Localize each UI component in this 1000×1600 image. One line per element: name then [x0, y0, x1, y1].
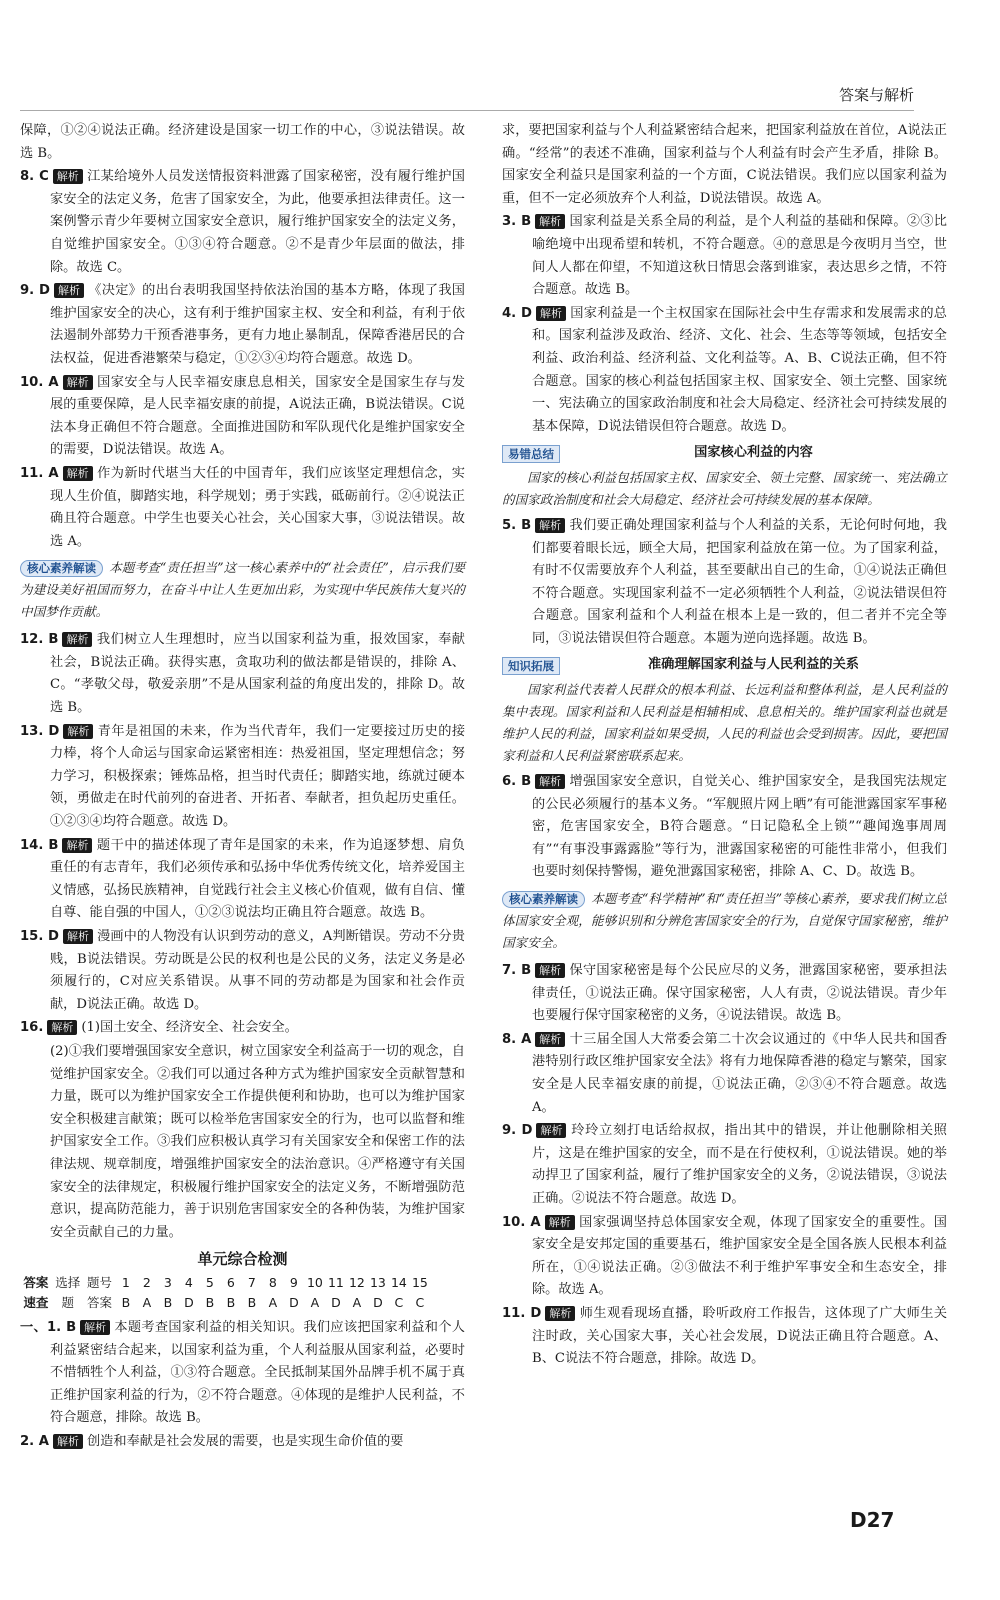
box-label: 知识拓展 [502, 657, 560, 675]
analysis-tag: 解析 [535, 774, 565, 789]
answer-cell: A [142, 1294, 152, 1310]
answer-number-row [115, 1275, 430, 1290]
question-item [20, 629, 465, 719]
question-text: 江某给境外人员发送情报资料泄露了国家秘密，没有履行维护国家安全的法定义务，危害了国家安全，为此，他要承担法律责任。这一案例警示青少年要树立国家安全意识，履行维护国家安全的法定义务，自觉维护国家安全。①③④符合题意。②不是青少年层面的做法，排除。故选 C。 [50, 169, 465, 275]
analysis-tag: 解析 [536, 1123, 566, 1138]
analysis-tag: 解析 [62, 838, 92, 853]
question-item [20, 721, 465, 834]
right-column [502, 120, 947, 1372]
question-item [502, 771, 947, 884]
question-text: 增强国家安全意识，自觉关心、维护国家安全，是我国宪法规定的公民必须履行的基本义务。“军舰照片网上晒”有可能泄露国家军事秘密，危害国家安全，B符合题意。“日记隐私全上锁”“趣闻逸事周周有”“有事没事露露脸”等行为，泄露国家秘密的可能性非常小，但我们也要时刻保持警惕，避免泄露国家秘密，排除 A、C、D。故选 B。 [532, 774, 947, 880]
question-text: 国家利益是关系全局的利益，是个人利益的基础和保障。②③比喻绝境中出现希望和转机，不符合题意。④的意思是今夜明月当空，世间人人都在仰望，不知道这秋日情思会落到谁家，表达思乡之情，不符合题意。故选 B。 [532, 214, 947, 298]
question-text: 青年是祖国的未来，作为当代青年，我们一定要接过历史的接力棒，将个人命运与国家命运紧密相连：热爱祖国，坚定理想信念；努力学习，积极探索；锤炼品格，担当时代责任；脚踏实地，练就过硬本领，勇做走在时代前列的奋进者、开拓者、奉献者，担负起历史重任。①②③④均符合题意。故选 D。 [50, 723, 466, 830]
tip-label: 核心素养解读 [20, 560, 103, 577]
box-title: 国家核心利益的内容 [694, 445, 813, 461]
question-item [20, 1431, 465, 1454]
question-number-cell: 9 [289, 1274, 298, 1290]
answer-table [20, 1273, 430, 1313]
box-error-summary-body: 国家的核心利益包括国家主权、国家安全、领土完整、国家统一、宪法确立的国家政治制度和社会大局稳定、经济社会可持续发展的基本保障。 [502, 469, 947, 507]
analysis-tag: 解析 [545, 1215, 575, 1230]
question-number: 8. A [502, 1031, 532, 1047]
question-number: 9. D [502, 1123, 533, 1139]
answer-cell: B [226, 1294, 236, 1310]
question-item [20, 835, 465, 925]
analysis-tag: 解析 [535, 1032, 565, 1047]
left-intro: 保障，①②④说法正确。经济建设是国家一切工作的中心，③说法错误。故选 B。 [20, 123, 465, 161]
question-text: 《决定》的出台表明我国坚持依法治国的基本方略，体现了我国维护国家安全的决心，这有利于维护国家主权、安全和利益，有利于依法遏制外部势力干预香港事务，更有力地止暴制乱，保障香港居民的合法权益，促进香港繁荣与稳定，①②③④均符合题意。故选 D。 [50, 283, 465, 366]
analysis-tag: 解析 [535, 214, 565, 229]
question-text: 漫画中的人物没有认识到劳动的意义，A判断错误。劳动不分贵贱，B说法错误。劳动既是公民的权利也是公民的义务，法定义务是必须履行的，C对应关系错误。从事不同的劳动都是为国家和社会作贡献，D说法正确。故选 D。 [50, 929, 465, 1012]
question-item [502, 515, 947, 651]
question-item [502, 960, 947, 1028]
question-number-cell: 6 [226, 1274, 235, 1290]
question-text: 本题考查国家利益的相关知识。我们应该把国家利益和个人利益紧密结合起来，以国家利益为重，个人利益服从国家利益，必要时不惜牺牲个人利益，①③符合题意。全民抵制某国外品牌手机不属于真正维护国家利益的行为，②不符合题意。④体现的是维护人民利益，不符合题意，排除。故选 B。 [50, 1319, 465, 1426]
question-number-cell: 3 [163, 1274, 172, 1290]
answer-cell: A [268, 1294, 278, 1310]
question-number: 4. D [502, 305, 532, 321]
unit-title: 单元综合检测 [197, 1250, 288, 1269]
page-number: D27 [850, 1508, 895, 1532]
q16-part2: (2)①我们要增强国家安全意识，树立国家安全利益高于一切的观念，自觉维护国家安全。②我们可以通过各种方式为维护国家安全贡献智慧和力量，既可以为维护国家安全工作提供便利和协助，也可以为维护国家安全积极建言献策；既可以检举危害国家安全的行为，也可以监督和维护国家安全工作。③我们应积极认真学习有关国家安全和保密工作的法律法规、规章制度，增强维护国家安全的法治意识。④严格遵守有关国家安全的法律规定，积极履行维护国家安全的法定义务，不断增强防范意识，提高防范能力，善于识别危害国家安全的各种伪装，为维护国家安全贡献自己的力量。 [50, 1043, 465, 1240]
analysis-tag: 解析 [536, 306, 566, 321]
answer-cell: D [289, 1294, 299, 1310]
question-number: 14. B [20, 837, 59, 853]
question-item [502, 1303, 947, 1371]
analysis-tag: 解析 [54, 283, 84, 298]
answer-cell: C [394, 1294, 404, 1310]
answer-table-label-top: 答案 [23, 1274, 49, 1290]
question-text: 创造和奉献是社会发展的需要，也是实现生命价值的要 [86, 1433, 404, 1449]
question-number-cell: 8 [268, 1274, 277, 1290]
right-questions-c [502, 771, 947, 884]
question-text: 题干中的描述体现了青年是国家的未来，作为追逐梦想、肩负重任的有志青年，我们必须传承和弘扬中华优秀传统文化，培养爱国主义情感，弘扬民族精神，自觉践行社会主义核心价值观，做有自信、懂自尊、能自强的中国人，①②③说法均正确且符合题意。故选 B。 [50, 837, 465, 921]
question-item [20, 280, 465, 370]
analysis-tag: 解析 [63, 929, 93, 944]
analysis-tag: 解析 [63, 375, 93, 390]
answer-table-row1-label: 题号 [86, 1274, 112, 1290]
question-item [20, 1317, 465, 1430]
question-item [20, 926, 465, 1016]
question-number: 9. D [20, 283, 50, 299]
question-number-cell: 11 [327, 1274, 344, 1290]
answer-cell: D [184, 1294, 194, 1310]
question-text: (1)国土安全、经济安全、社会安全。 [81, 1020, 298, 1036]
question-number-cell: 4 [184, 1274, 193, 1290]
question-number: 6. B [502, 774, 532, 790]
header-divider [20, 110, 914, 111]
question-text: 师生观看现场直播，聆听政府工作报告，这体现了广大师生关注时政，关心国家大事，关心社会发展，D说法正确且符合题意。A、B、C说法不符合题意，排除。故选 D。 [532, 1305, 948, 1367]
question-number: 12. B [20, 632, 59, 648]
question-number: 11. D [502, 1305, 542, 1321]
question-item [20, 1017, 465, 1040]
header-section-title: 答案与解析 [838, 86, 914, 104]
question-number: 3. B [502, 214, 532, 230]
left-questions-a [20, 166, 465, 553]
left-column [20, 120, 465, 1454]
analysis-tag: 解析 [63, 466, 93, 481]
answer-cell: C [415, 1294, 425, 1310]
question-item [502, 1029, 947, 1119]
question-text: 保守国家秘密是每个公民应尽的义务，泄露国家秘密，要承担法律责任，①说法正确。保守国家秘密，人人有责，②说法错误。青少年也要履行保守国家秘密的义务，④说法错误。故选 B。 [532, 963, 947, 1024]
right-questions-a [502, 211, 947, 438]
question-text: 玲玲立刻打电话给叔叔，指出其中的错误，并让他删除相关照片，这是在维护国家的安全，而不是在行使权利，①说法错误。她的举动捍卫了国家利益，履行了维护国家安全的义务，②说法错误，③说法正确。②说法不符合题意。故选 D。 [532, 1123, 947, 1206]
tip-text: 本题考查“责任担当”这一核心素养中的“社会责任”，启示我们要为建设美好祖国而努力，在奋斗中让人生更加出彩，为实现中华民族伟大复兴的中国梦作贡献。 [20, 560, 465, 620]
box-label: 易错总结 [502, 445, 560, 463]
question-number-cell: 10 [306, 1274, 323, 1290]
tip-core-literacy-1 [20, 557, 465, 623]
answer-table-label-bottom: 速查 [23, 1294, 49, 1310]
question-text: 我们树立人生理想时，应当以国家利益为重，报效国家，奉献社会，B说法正确。获得实惠，贪取功利的做法都是错误的，排除 A、C。“孝敬父母，敬爱亲朋”不是从国家利益的角度出发的，排除 D。故选 B。 [50, 632, 465, 716]
question-number-cell: 5 [205, 1274, 214, 1290]
box-knowledge-body: 国家利益代表着人民群众的根本利益、长远利益和整体利益，是人民利益的集中表现。国家利益和人民利益是相辅相成、息息相关的。维护国家利益也就是维护人民的利益，国家利益如果受损，人民的利益也会受到损害。因此，要把国家利益和人民利益紧密联系起来。 [502, 682, 947, 764]
question-item [502, 1212, 947, 1302]
question-number: 10. A [20, 374, 59, 390]
analysis-tag: 解析 [63, 724, 93, 739]
question-number-cell: 12 [348, 1274, 365, 1290]
question-number: 7. B [502, 963, 532, 979]
box-knowledge-head [502, 654, 947, 677]
tip-text: 本题考查“科学精神”和“责任担当”等核心素养，要求我们树立总体国家安全观，能够识别和分辨危害国家安全的行为，自觉保守国家秘密，维护国家安全。 [502, 891, 947, 951]
tip-label: 核心素养解读 [502, 891, 585, 908]
question-number: 10. A [502, 1214, 541, 1230]
analysis-tag: 解析 [545, 1306, 575, 1321]
question-item [502, 303, 947, 439]
question-number-cell: 14 [390, 1274, 407, 1290]
question-number-cell: 13 [369, 1274, 386, 1290]
question-number: 一、1. B [20, 1319, 77, 1335]
question-number: 13. D [20, 723, 60, 739]
answer-cell: A [352, 1294, 362, 1310]
question-number: 15. D [20, 929, 59, 944]
question-item [20, 166, 465, 279]
analysis-tag: 解析 [535, 963, 565, 978]
question-number: 2. A [20, 1433, 49, 1449]
question-item [20, 372, 465, 462]
answer-letter-row [115, 1295, 430, 1310]
analysis-tag: 解析 [535, 518, 565, 533]
right-intro: 求，要把国家利益与个人利益紧密结合起来，把国家利益放在首位，A说法正确。“经常”的表述不准确，国家利益与个人利益有时会产生矛盾，排除 B。国家安全利益只是国家利益的一个方面，C说法错误。我们应以国家利益为重，但不一定必须放弃个人利益，D说法错误。故选 A。 [502, 123, 947, 206]
question-number-cell: 15 [411, 1274, 428, 1290]
analysis-tag: 解析 [80, 1320, 110, 1335]
question-text: 国家安全与人民幸福安康息息相关，国家安全是国家生存与发展的重要保障，是人民幸福安康的前提，A说法正确，B说法错误。C说法本身正确但不符合题意。全面推进国防和军队现代化是维护国家安全的需要，D说法错误。故选 A。 [50, 374, 465, 458]
analysis-tag: 解析 [53, 1434, 83, 1449]
answer-cell: B [163, 1294, 173, 1310]
question-number: 11. A [20, 465, 59, 481]
question-item [502, 211, 947, 301]
answer-table-row2-label: 答案 [86, 1294, 112, 1310]
answer-cell: D [331, 1294, 341, 1310]
question-text: 国家强调坚持总体国家安全观，体现了国家安全的重要性。国家安全是安邦定国的重要基石，维护国家安全是全国各族人民根本利益所在，①④说法正确。②③做法不利于维护军事安全和生态安全，排除。故选 A。 [532, 1214, 947, 1298]
answer-cell: B [121, 1294, 131, 1310]
question-text: 我们要正确处理国家利益与个人利益的关系，无论何时何地，我们都要着眼长远，顾全大局，把国家利益放在第一位。为了国家利益，有时不仅需要放弃个人利益，甚至要献出自己的生命，①④说法正确但不符合题意。实现国家利益不一定必须牺牲个人利益，②说法错误但符合题意。国家利益和个人利益在根本上是一致的，但二者并不完全等同，③说法错误但符合题意。本题为逆向选择题。故选 B。 [532, 517, 947, 646]
answer-cell: D [373, 1294, 383, 1310]
left-questions-b [20, 629, 465, 1040]
answer-cell: B [247, 1294, 257, 1310]
left-questions-c [20, 1317, 465, 1454]
answer-table-sub-bottom: 题 [61, 1294, 74, 1310]
analysis-tag: 解析 [62, 632, 92, 647]
answer-table-sub-top: 选择 [55, 1274, 81, 1290]
analysis-tag: 解析 [47, 1020, 77, 1035]
question-text: 十三届全国人大常委会第二十次会议通过的《中华人民共和国香港特别行政区维护国家安全法》将有力地保障香港的稳定与繁荣，国家安全是人民幸福安康的前提，①说法正确，②③④不符合题意。故选 A。 [532, 1031, 948, 1115]
question-number: 16. [20, 1020, 44, 1036]
tip-core-literacy-2 [502, 888, 947, 954]
question-number-cell: 7 [247, 1274, 256, 1290]
answer-cell: B [205, 1294, 215, 1310]
question-text: 国家利益是一个主权国家在国际社会中生存需求和发展需求的总和。国家利益涉及政治、经济、文化、社会、生态等等领域，包括安全利益、政治利益、经济利益、文化利益等。A、B、C说法正确，但不符合题意。国家的核心利益包括国家主权、国家安全、领土完整、国家统一、宪法确立的国家政治制度和社会大局稳定、经济社会可持续发展的基本保障，D说法错误但符合题意。故选 D。 [532, 305, 947, 434]
analysis-tag: 解析 [53, 169, 83, 184]
question-item [502, 1120, 947, 1210]
question-text: 作为新时代堪当大任的中国青年，我们应该坚定理想信念，实现人生价值，脚踏实地，科学规划；勇于实践，砥砺前行。②④说法正确且符合题意。中学生也要关心社会，关心国家大事，③说法错误。故选 A。 [50, 465, 465, 549]
question-number: 8. C [20, 169, 49, 185]
question-item [20, 463, 465, 553]
right-questions-d [502, 960, 947, 1371]
right-questions-b [502, 515, 947, 651]
box-title: 准确理解国家利益与人民利益的关系 [648, 657, 859, 673]
answer-cell: A [310, 1294, 320, 1310]
question-number-cell: 2 [142, 1274, 151, 1290]
box-error-summary-head [502, 442, 947, 465]
question-number: 5. B [502, 517, 532, 533]
question-number-cell: 1 [121, 1274, 130, 1290]
